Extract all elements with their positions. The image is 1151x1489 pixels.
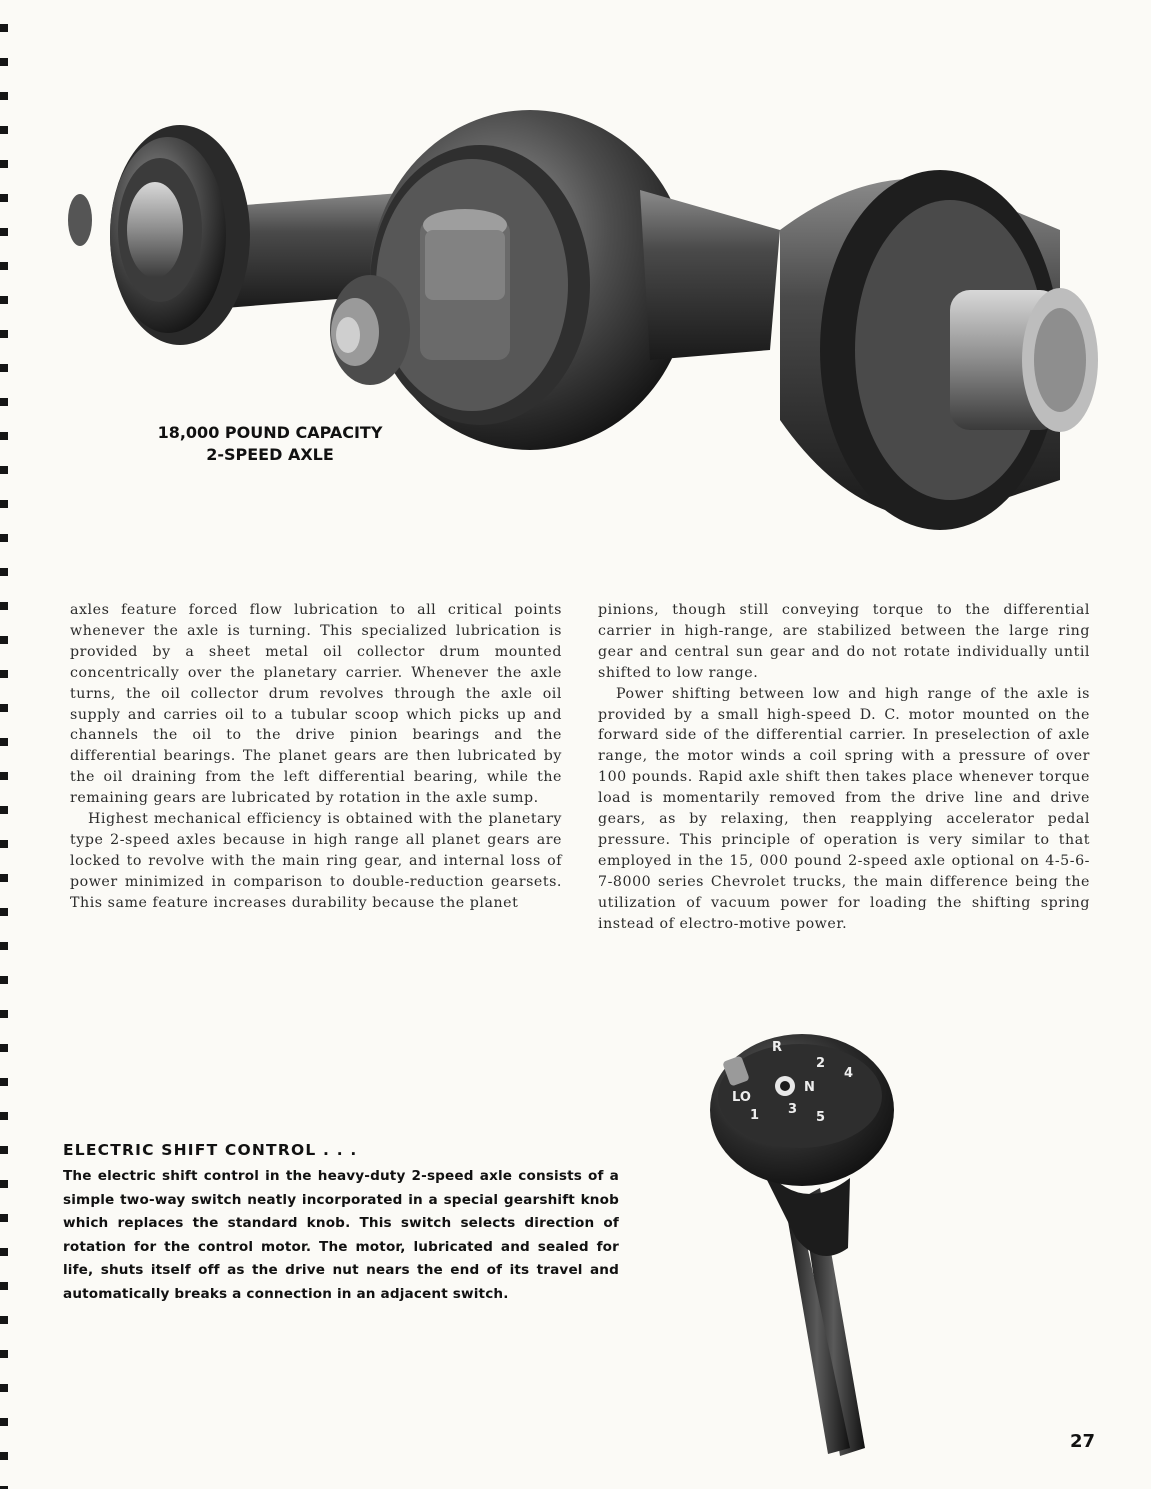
knob-mark-n: N <box>804 1080 815 1095</box>
page-number: 27 <box>1070 1431 1096 1452</box>
body-column-left <box>70 600 562 914</box>
knob-mark-r: R <box>772 1040 783 1055</box>
knob-mark-5: 5 <box>816 1110 826 1125</box>
knob-mark-2: 2 <box>816 1056 826 1071</box>
axle-caption <box>150 422 390 466</box>
knob-mark-lo: LO <box>732 1090 751 1105</box>
shift-control-heading: ELECTRIC SHIFT CONTROL . . . <box>63 1141 358 1159</box>
knob-mark-3: 3 <box>788 1102 798 1117</box>
axle-caption-line1: 18,000 POUND CAPACITY <box>157 423 383 442</box>
body-paragraph: Highest mechanical efficiency is obtained with the planetary type 2-speed axles because in high range all planet gears are locked to revolve with the main ring gear, and internal loss of power minimized in comparison to double-reduction gearsets. This same feature increases durability because the planet <box>70 811 562 911</box>
axle-caption-line2: 2-SPEED AXLE <box>206 445 334 464</box>
body-paragraph: axles feature forced flow lubrication to all critical points whenever the axle is turning. This specialized lubrication is provided by a sheet metal oil collector drum mounted concentrically over the planetary carrier. Whenever the axle turns, the oil collector drum revolves through the axle oil supply and carries oil to a tubular scoop which picks up and channels the oil to the drive pinion bearings and the differential bearings. The planet gears are then lubricated by the oil draining from the left differential bearing, while the remaining gears are lubricated by rotation in the axle sump. <box>70 602 562 807</box>
spiral-binding <box>0 0 8 1489</box>
body-column-right <box>598 600 1090 935</box>
knob-mark-1: 1 <box>750 1108 760 1123</box>
body-paragraph: Power shifting between low and high range of the axle is provided by a small high-speed D. C. motor mounted on the forward side of the differential carrier. In preselection of axle range, the motor winds a coil spring with a pressure of over 100 pounds. Rapid axle shift then takes place whenever torque load is momentarily removed from the drive line and drive gears, as by relaxing, then reapplying accelerator pedal pressure. This principle of operation is very similar to that employed in the 15, 000 pound 2-speed axle optional on 4-5-6-7-8000 series Chevrolet trucks, the main difference being the utilization of vacuum power for loading the shifting spring instead of electro-motive power. <box>598 685 1090 932</box>
knob-shift-pattern <box>700 1028 900 1468</box>
shift-control-body: The electric shift control in the heavy-duty 2-speed axle consists of a simple two-way switch neatly incorporated in a special gearshift knob which replaces the standard knob. This switch selects direction of rotation for the control motor. The motor, lubricated and sealed for life, shuts itself off as the drive nut nears the end of its travel and automatically breaks a connection in an adjacent switch. <box>63 1168 619 1302</box>
knob-mark-4: 4 <box>844 1066 854 1081</box>
body-paragraph: pinions, though still conveying torque to the differential carrier in high-range, are stabilized between the large ring gear and central sun gear and do not rotate individually until shifted to low range. <box>598 602 1090 681</box>
